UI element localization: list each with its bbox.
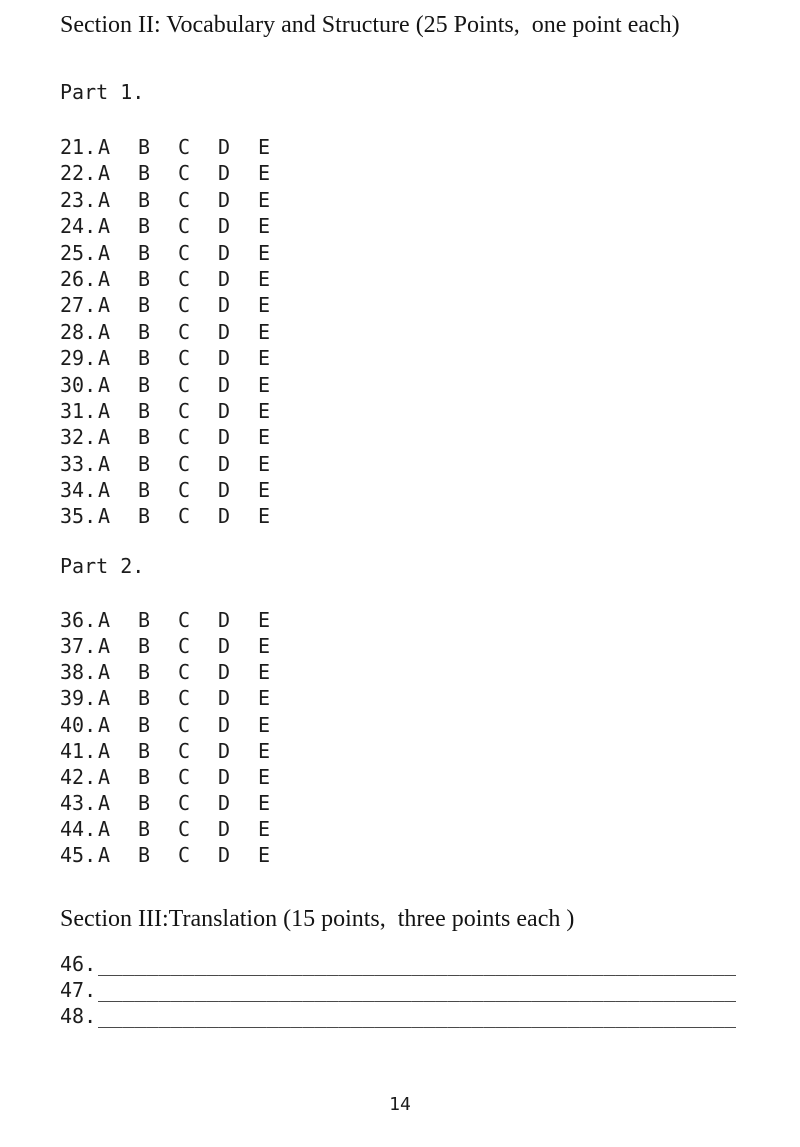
question-number: 38. (60, 660, 97, 685)
option-letter: E (258, 398, 271, 423)
section2-heading: Section II: Vocabulary and Structure (25 Points, one point each) (60, 12, 680, 38)
option-letter: E (258, 660, 271, 685)
question-number: 24. (60, 214, 97, 239)
option-letter: C (178, 608, 191, 632)
option-letter: A (98, 319, 111, 344)
answer-row (60, 477, 270, 503)
answer-blank-line: _____________________________________________________ (98, 952, 737, 976)
option-letter: A (98, 187, 111, 212)
answer-row (60, 738, 270, 764)
part1-label: Part 1. (60, 80, 145, 104)
question-number: 27. (60, 293, 97, 318)
option-letter: C (178, 240, 191, 265)
option-letter: B (138, 214, 151, 239)
question-number: 28. (60, 319, 97, 344)
question-number: 40. (60, 712, 97, 737)
answer-row (60, 292, 270, 318)
question-number: 48. (60, 1004, 97, 1029)
answer-row (60, 187, 270, 213)
option-letter: C (178, 790, 191, 815)
translation-row (60, 951, 736, 977)
question-number: 47. (60, 978, 97, 1003)
option-letter: A (98, 738, 111, 763)
translation-answer-lines (60, 951, 736, 1030)
option-letter: B (138, 346, 151, 371)
translation-row (60, 977, 736, 1003)
option-letter: E (258, 504, 271, 529)
option-letter: E (258, 319, 271, 344)
option-letter: B (138, 266, 151, 291)
option-letter: E (258, 686, 271, 711)
question-number: 41. (60, 738, 97, 763)
option-letter: C (178, 319, 191, 344)
option-letter: E (258, 478, 271, 503)
option-letter: E (258, 712, 271, 737)
option-letter: B (138, 187, 151, 212)
question-number: 32. (60, 425, 97, 450)
option-letter: D (218, 240, 231, 265)
option-letter: E (258, 451, 271, 476)
option-letter: D (218, 504, 231, 529)
option-letter: B (138, 608, 151, 632)
option-letter: E (258, 764, 271, 789)
option-letter: B (138, 660, 151, 685)
question-number: 21. (60, 135, 97, 159)
question-number: 34. (60, 478, 97, 503)
option-letter: D (218, 214, 231, 239)
option-letter: D (218, 451, 231, 476)
option-letter: D (218, 135, 231, 159)
answer-row (60, 790, 270, 816)
option-letter: E (258, 425, 271, 450)
option-letter: E (258, 266, 271, 291)
option-letter: C (178, 266, 191, 291)
option-letter: A (98, 240, 111, 265)
option-letter: D (218, 764, 231, 789)
question-number: 36. (60, 608, 97, 632)
option-letter: D (218, 843, 231, 868)
answer-row (60, 816, 270, 842)
option-letter: A (98, 451, 111, 476)
answer-row (60, 712, 270, 738)
answer-row (60, 685, 270, 711)
option-letter: C (178, 293, 191, 318)
option-letter: E (258, 240, 271, 265)
part2-answer-grid (60, 607, 270, 868)
option-letter: C (178, 764, 191, 789)
answer-row (60, 633, 270, 659)
option-letter: C (178, 738, 191, 763)
option-letter: D (218, 660, 231, 685)
translation-row (60, 1003, 736, 1029)
answer-row (60, 319, 270, 345)
question-number: 25. (60, 240, 97, 265)
answer-row (60, 134, 270, 160)
option-letter: B (138, 764, 151, 789)
option-letter: E (258, 817, 271, 842)
part1-answer-grid (60, 134, 270, 530)
option-letter: B (138, 425, 151, 450)
option-letter: A (98, 425, 111, 450)
option-letter: E (258, 187, 271, 212)
option-letter: A (98, 843, 111, 868)
option-letter: D (218, 790, 231, 815)
question-number: 22. (60, 161, 97, 186)
option-letter: B (138, 398, 151, 423)
option-letter: C (178, 398, 191, 423)
answer-row (60, 842, 270, 868)
option-letter: C (178, 346, 191, 371)
answer-row (60, 451, 270, 477)
option-letter: D (218, 266, 231, 291)
option-letter: E (258, 372, 271, 397)
option-letter: A (98, 817, 111, 842)
answer-row (60, 659, 270, 685)
option-letter: A (98, 790, 111, 815)
answer-row (60, 424, 270, 450)
option-letter: A (98, 660, 111, 685)
answer-row (60, 240, 270, 266)
option-letter: A (98, 346, 111, 371)
option-letter: C (178, 478, 191, 503)
option-letter: C (178, 425, 191, 450)
option-letter: B (138, 686, 151, 711)
question-number: 29. (60, 346, 97, 371)
answer-row (60, 213, 270, 239)
option-letter: B (138, 319, 151, 344)
question-number: 30. (60, 372, 97, 397)
option-letter: C (178, 712, 191, 737)
question-number: 35. (60, 504, 97, 529)
question-number: 31. (60, 398, 97, 423)
option-letter: E (258, 135, 271, 159)
option-letter: C (178, 504, 191, 529)
answer-blank-line: _____________________________________________________ (98, 978, 737, 1003)
option-letter: A (98, 634, 111, 659)
option-letter: E (258, 634, 271, 659)
answer-row (60, 372, 270, 398)
option-letter: B (138, 293, 151, 318)
option-letter: B (138, 712, 151, 737)
option-letter: D (218, 478, 231, 503)
option-letter: E (258, 293, 271, 318)
option-letter: B (138, 817, 151, 842)
option-letter: A (98, 712, 111, 737)
part2-label: Part 2. (60, 554, 145, 578)
option-letter: D (218, 817, 231, 842)
option-letter: D (218, 608, 231, 632)
option-letter: B (138, 478, 151, 503)
option-letter: D (218, 425, 231, 450)
option-letter: C (178, 660, 191, 685)
option-letter: B (138, 161, 151, 186)
option-letter: B (138, 504, 151, 529)
option-letter: E (258, 738, 271, 763)
question-number: 26. (60, 266, 97, 291)
option-letter: C (178, 451, 191, 476)
option-letter: D (218, 319, 231, 344)
answer-row (60, 764, 270, 790)
option-letter: B (138, 738, 151, 763)
option-letter: A (98, 135, 111, 159)
option-letter: C (178, 843, 191, 868)
option-letter: E (258, 843, 271, 868)
question-number: 45. (60, 843, 97, 868)
answer-blank-line: _____________________________________________________ (98, 1004, 737, 1029)
option-letter: B (138, 451, 151, 476)
option-letter: E (258, 608, 271, 632)
answer-row (60, 266, 270, 292)
option-letter: B (138, 790, 151, 815)
question-number: 39. (60, 686, 97, 711)
answer-row (60, 160, 270, 186)
option-letter: D (218, 738, 231, 763)
question-number: 43. (60, 790, 97, 815)
option-letter: C (178, 187, 191, 212)
option-letter: D (218, 712, 231, 737)
option-letter: D (218, 293, 231, 318)
answer-row (60, 503, 270, 529)
option-letter: A (98, 372, 111, 397)
option-letter: C (178, 214, 191, 239)
option-letter: D (218, 398, 231, 423)
option-letter: C (178, 161, 191, 186)
option-letter: D (218, 346, 231, 371)
option-letter: B (138, 372, 151, 397)
option-letter: D (218, 161, 231, 186)
option-letter: A (98, 161, 111, 186)
option-letter: E (258, 346, 271, 371)
option-letter: E (258, 161, 271, 186)
option-letter: B (138, 240, 151, 265)
option-letter: A (98, 293, 111, 318)
page-number: 14 (389, 1094, 411, 1115)
option-letter: C (178, 686, 191, 711)
option-letter: B (138, 634, 151, 659)
section3-heading: Section III:Translation (15 points, three points each ) (60, 906, 575, 932)
question-number: 23. (60, 187, 97, 212)
option-letter: A (98, 764, 111, 789)
question-number: 37. (60, 634, 97, 659)
option-letter: D (218, 187, 231, 212)
option-letter: C (178, 135, 191, 159)
option-letter: A (98, 478, 111, 503)
option-letter: E (258, 790, 271, 815)
answer-row (60, 398, 270, 424)
option-letter: A (98, 686, 111, 711)
option-letter: A (98, 504, 111, 529)
option-letter: A (98, 608, 111, 632)
question-number: 46. (60, 952, 97, 976)
option-letter: B (138, 135, 151, 159)
answer-row (60, 607, 270, 633)
question-number: 44. (60, 817, 97, 842)
option-letter: A (98, 214, 111, 239)
question-number: 42. (60, 764, 97, 789)
answer-row (60, 345, 270, 371)
option-letter: C (178, 634, 191, 659)
option-letter: B (138, 843, 151, 868)
question-number: 33. (60, 451, 97, 476)
option-letter: D (218, 634, 231, 659)
option-letter: C (178, 817, 191, 842)
option-letter: E (258, 214, 271, 239)
option-letter: D (218, 686, 231, 711)
option-letter: A (98, 266, 111, 291)
option-letter: A (98, 398, 111, 423)
option-letter: D (218, 372, 231, 397)
option-letter: C (178, 372, 191, 397)
